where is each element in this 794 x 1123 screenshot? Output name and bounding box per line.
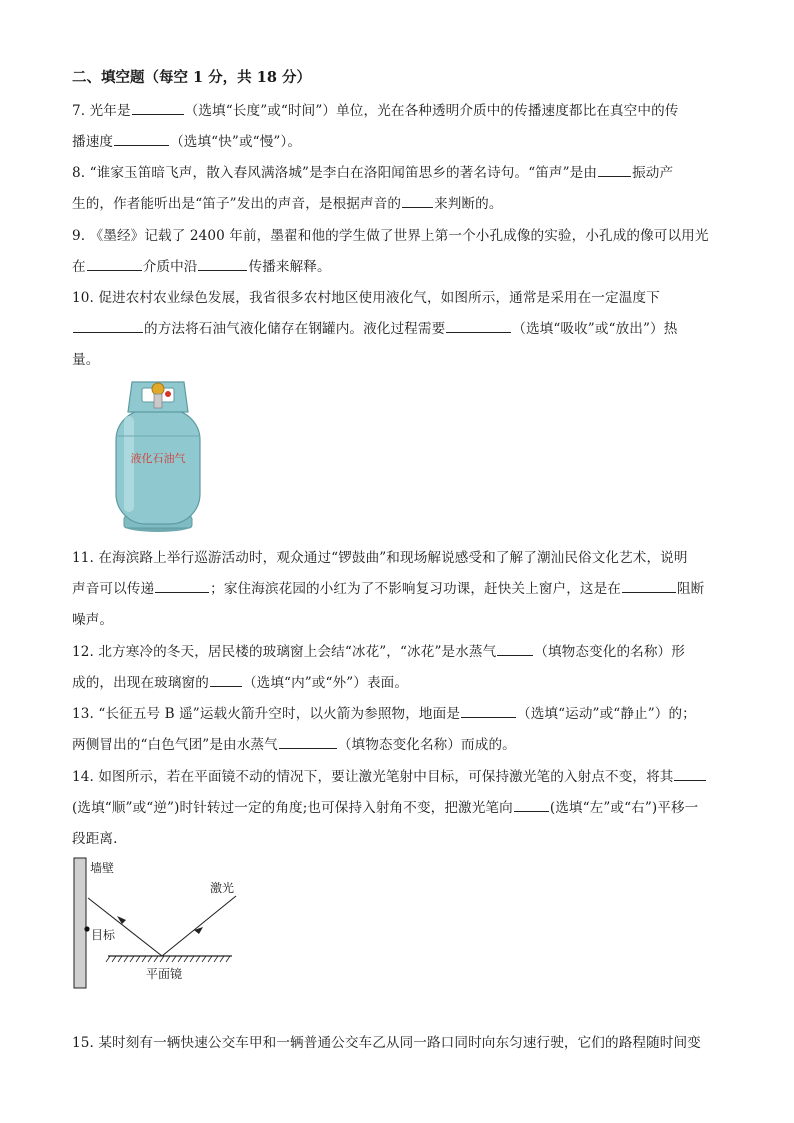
q13-line-2 bbox=[72, 733, 516, 753]
q10-line-2 bbox=[72, 317, 677, 337]
q13-line-1 bbox=[72, 702, 696, 722]
q12-line-2 bbox=[72, 671, 408, 691]
q9-line-1 bbox=[72, 224, 709, 244]
q7-text: 7. 光年是 bbox=[72, 103, 131, 119]
q12-text: （选填“内”或“外”）表面。 bbox=[242, 675, 409, 691]
q14-line-2 bbox=[72, 796, 698, 816]
q10-line-3 bbox=[72, 348, 99, 368]
q14-text: 段距离. bbox=[72, 831, 118, 847]
q8-blank-2[interactable] bbox=[402, 194, 433, 208]
q13-blank-2[interactable] bbox=[279, 735, 337, 749]
q9-blank-2[interactable] bbox=[198, 257, 247, 271]
q14-text: 14. 如图所示，若在平面镜不动的情况下，要让激光笔射中目标，可保持激光笔的入射点不变，将其 bbox=[72, 769, 674, 785]
q12-line-1 bbox=[72, 640, 685, 660]
q7-line-1 bbox=[72, 99, 678, 119]
q9-blank-1[interactable] bbox=[87, 257, 142, 271]
q14-blank-1[interactable] bbox=[674, 767, 706, 781]
q12-text: 12. 北方寒冷的冬天，居民楼的玻璃窗上会结“冰花”，“冰花”是水蒸气 bbox=[72, 644, 497, 660]
reflected-ray bbox=[88, 898, 162, 956]
q8-text: 振动产 bbox=[632, 165, 674, 181]
q13-blank-1[interactable] bbox=[461, 704, 516, 718]
q7-blank-2[interactable] bbox=[114, 132, 169, 146]
q11-text: ；家住海滨花园的小红为了不影响复习功课，赶快关上窗户，这是在 bbox=[210, 581, 621, 597]
q13-text: 13. “长征五号 B 遥”运载火箭升空时，以火箭为参照物，地面是 bbox=[72, 706, 461, 722]
q12-blank-2[interactable] bbox=[210, 673, 242, 687]
q8-text: 8. “谁家玉笛暗飞声，散入春风满洛城”是李白在洛阳闻笛思乡的著名诗句。“笛声”是由 bbox=[72, 165, 598, 181]
mirror-label: 平面镜 bbox=[146, 967, 183, 981]
q10-text: 量。 bbox=[72, 352, 100, 368]
q11-blank-1[interactable] bbox=[155, 579, 209, 593]
q14-line-1 bbox=[72, 765, 707, 785]
q12-text: （填物态变化的名称）形 bbox=[534, 644, 685, 660]
q10-text: 10. 促进农村农业绿色发展，我省很多农村地区使用液化气，如图所示，通常是采用在一定温度下 bbox=[72, 290, 660, 306]
q10-line-1 bbox=[72, 286, 660, 306]
q8-text: 生的，作者能听出是“笛子”发出的声音，是根据声音的 bbox=[72, 196, 402, 212]
q9-text: 在 bbox=[72, 259, 86, 275]
q12-text: 成的，出现在玻璃窗的 bbox=[72, 675, 209, 691]
section-heading: 二、填空题（每空 1 分，共 18 分） bbox=[72, 69, 311, 86]
q14-text: (选填“顺”或“逆”)时针转过一定的角度;也可保持入射角不变，把激光笔向 bbox=[72, 800, 513, 816]
q9-line-2 bbox=[72, 255, 331, 275]
q11-text: 阻断 bbox=[676, 581, 705, 597]
q10-text: （选填“吸收”或“放出”）热 bbox=[512, 321, 678, 337]
q12-blank-1[interactable] bbox=[497, 642, 533, 656]
q8-line-2 bbox=[72, 192, 503, 212]
q11-line-3 bbox=[72, 608, 113, 628]
incident-ray bbox=[162, 896, 236, 956]
q11-line-2 bbox=[72, 577, 704, 597]
q7-text: 播速度 bbox=[72, 134, 114, 150]
lpg-cylinder-figure bbox=[110, 376, 206, 534]
q8-line-1 bbox=[72, 161, 673, 181]
q8-blank-1[interactable] bbox=[598, 163, 631, 177]
q11-text: 声音可以传递 bbox=[72, 581, 155, 597]
q13-text: （选填“运动”或“静止”）的； bbox=[517, 706, 696, 722]
target-point bbox=[84, 926, 89, 931]
q11-line-1 bbox=[72, 546, 688, 566]
q10-blank-1[interactable] bbox=[73, 319, 143, 333]
q9-text: 介质中沿 bbox=[142, 259, 198, 275]
q11-text: 11. 在海滨路上举行巡游活动时，观众通过“锣鼓曲”和现场解说感受和了解了潮汕民俗文化艺术，说明 bbox=[72, 550, 688, 566]
q13-text: （填物态变化名称）而成的。 bbox=[337, 737, 516, 753]
laser-label: 激光 bbox=[210, 881, 235, 895]
wall-label: 墙壁 bbox=[90, 861, 115, 875]
q9-text: 9. 《墨经》记载了 2400 年前，墨翟和他的学生做了世界上第一个小孔成像的实验，小孔成的像可以用光 bbox=[72, 228, 709, 244]
q7-text: （选填“快”或“慢”）。 bbox=[170, 134, 302, 150]
target-label: 目标 bbox=[91, 928, 116, 942]
q7-blank-1[interactable] bbox=[132, 101, 184, 115]
q11-blank-2[interactable] bbox=[622, 579, 676, 593]
q10-blank-2[interactable] bbox=[446, 319, 511, 333]
q7-text: （选填“长度”或“时间”）单位，光在各种透明介质中的传播速度都比在真空中的传 bbox=[184, 103, 679, 119]
q15-text: 15. 某时刻有一辆快速公交车甲和一辆普通公交车乙从同一路口同时向东匀速行驶，它们的路程随时间变 bbox=[72, 1035, 701, 1051]
q15-line-1 bbox=[72, 1031, 701, 1051]
q8-text: 来判断的。 bbox=[434, 196, 503, 212]
q11-text: 噪声。 bbox=[72, 612, 114, 628]
mirror-laser-figure bbox=[66, 852, 256, 990]
q7-line-2 bbox=[72, 130, 301, 150]
q13-text: 两侧冒出的“白色气团”是由水蒸气 bbox=[72, 737, 278, 753]
q14-text: (选填“左”或“右”)平移一 bbox=[549, 800, 699, 816]
q9-text: 传播来解释。 bbox=[248, 259, 331, 275]
q14-line-3 bbox=[72, 827, 118, 847]
lpg-label: 液化石油气 bbox=[130, 452, 186, 465]
q10-text: 的方法将石油气液化储存在钢罐内。液化过程需要 bbox=[144, 321, 446, 337]
q14-blank-2[interactable] bbox=[514, 798, 549, 812]
